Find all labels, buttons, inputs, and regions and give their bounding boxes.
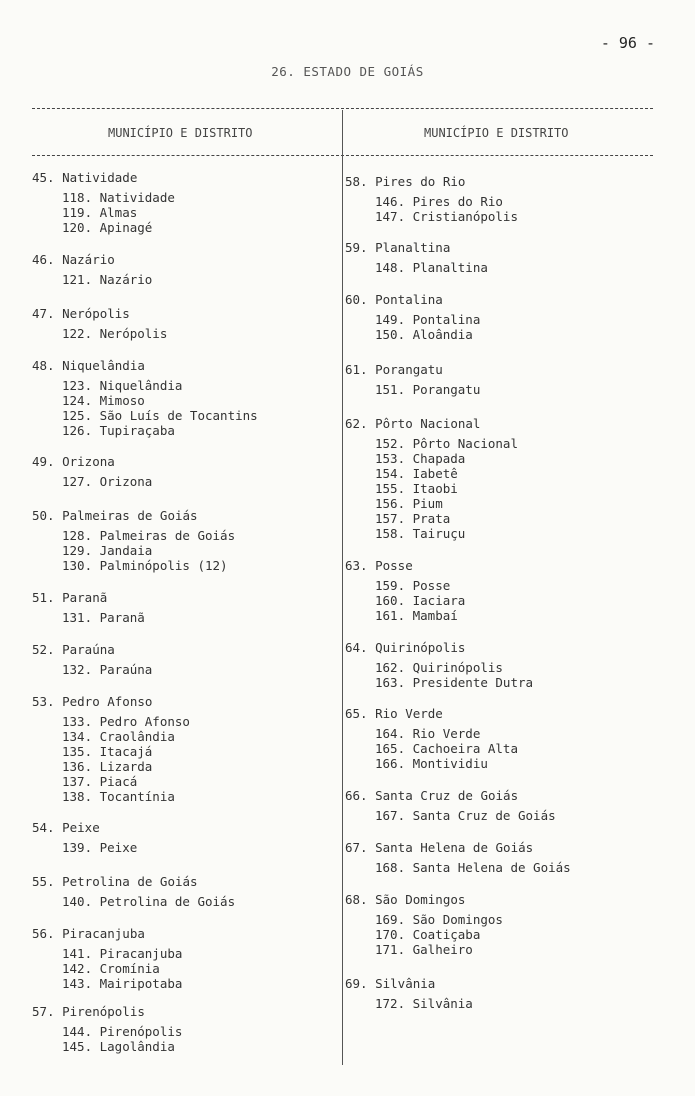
distrito-item: 118. Natividade (62, 190, 175, 205)
municipio-name: 48. Niquelândia (32, 358, 145, 373)
distrito-item: 139. Peixe (62, 840, 138, 855)
page-number: - 96 - (600, 34, 655, 52)
distrito-item: 155. Itaobi (375, 481, 458, 496)
distrito-item: 121. Nazário (62, 272, 153, 287)
municipio-name: 69. Silvânia (345, 976, 436, 991)
municipio-block (32, 820, 137, 855)
distrito-list (345, 808, 556, 823)
distrito-item: 140. Petrolina de Goiás (62, 894, 236, 909)
distrito-item: 154. Iabetê (375, 466, 458, 481)
municipio-block (32, 454, 152, 489)
distrito-list (345, 382, 480, 397)
distrito-item: 137. Piacá (62, 774, 138, 789)
municipio-block (345, 240, 488, 275)
distrito-item: 148. Planaltina (375, 260, 488, 275)
distrito-item: 138. Tocantínia (62, 789, 175, 804)
municipio-name: 68. São Domingos (345, 892, 466, 907)
distrito-list (32, 378, 258, 438)
distrito-item: 167. Santa Cruz de Goiás (375, 808, 556, 823)
distrito-item: 169. São Domingos (375, 912, 503, 927)
distrito-item: 132. Paraúna (62, 662, 153, 677)
distrito-item: 165. Cachoeira Alta (375, 741, 518, 756)
distrito-item: 160. Iaciara (375, 593, 466, 608)
distrito-list (345, 312, 480, 342)
distrito-item: 170. Coatiçaba (375, 927, 481, 942)
municipio-block (32, 358, 258, 438)
distrito-list (32, 610, 145, 625)
municipio-block (345, 640, 533, 690)
municipio-block (32, 590, 145, 625)
distrito-item: 156. Pium (375, 496, 443, 511)
distrito-item: 119. Almas (62, 205, 138, 220)
distrito-list (345, 912, 503, 957)
distrito-item: 126. Tupiraçaba (62, 423, 175, 438)
right-column-header: MUNICÍPIO E DISTRITO (424, 126, 569, 140)
distrito-list (345, 660, 533, 690)
municipio-name: 47. Nerópolis (32, 306, 130, 321)
distrito-list (32, 272, 152, 287)
distrito-list (345, 996, 473, 1011)
municipio-block (345, 892, 503, 957)
distrito-list (345, 860, 571, 875)
municipio-name: 60. Pontalina (345, 292, 443, 307)
distrito-list (345, 436, 518, 541)
distrito-item: 125. São Luís de Tocantins (62, 408, 258, 423)
municipio-block (345, 416, 518, 541)
distrito-list (345, 260, 488, 275)
distrito-item: 127. Orizona (62, 474, 153, 489)
distrito-item: 122. Nerópolis (62, 326, 168, 341)
municipio-name: 53. Pedro Afonso (32, 694, 153, 709)
distrito-item: 159. Posse (375, 578, 451, 593)
distrito-item: 152. Pôrto Nacional (375, 436, 518, 451)
municipio-name: 52. Paraúna (32, 642, 115, 657)
municipio-name: 64. Quirinópolis (345, 640, 466, 655)
distrito-item: 151. Porangatu (375, 382, 481, 397)
distrito-list (32, 946, 182, 991)
municipio-block (345, 976, 473, 1011)
distrito-item: 135. Itacajá (62, 744, 153, 759)
distrito-item: 161. Mambaí (375, 608, 458, 623)
left-column-header: MUNICÍPIO E DISTRITO (108, 126, 253, 140)
distrito-item: 158. Tairuçu (375, 526, 466, 541)
distrito-item: 141. Piracanjuba (62, 946, 183, 961)
distrito-item: 164. Rio Verde (375, 726, 481, 741)
column-divider (342, 110, 343, 1065)
distrito-list (32, 894, 235, 909)
municipio-name: 56. Piracanjuba (32, 926, 145, 941)
distrito-item: 162. Quirinópolis (375, 660, 503, 675)
municipio-name: 66. Santa Cruz de Goiás (345, 788, 519, 803)
distrito-item: 147. Cristianópolis (375, 209, 518, 224)
distrito-item: 134. Craolândia (62, 729, 175, 744)
distrito-item: 124. Mimoso (62, 393, 145, 408)
municipio-block (32, 1004, 182, 1054)
distrito-item: 163. Presidente Dutra (375, 675, 534, 690)
municipio-block (32, 170, 175, 235)
distrito-list (345, 194, 518, 224)
municipio-block (32, 694, 190, 804)
municipio-block (345, 292, 480, 342)
distrito-item: 146. Pires do Rio (375, 194, 503, 209)
municipio-block (345, 706, 518, 771)
municipio-block (32, 642, 152, 677)
distrito-item: 128. Palmeiras de Goiás (62, 528, 236, 543)
distrito-item: 129. Jandaia (62, 543, 153, 558)
municipio-name: 46. Nazário (32, 252, 115, 267)
distrito-list (32, 190, 175, 235)
distrito-item: 153. Chapada (375, 451, 466, 466)
municipio-block (345, 558, 465, 623)
distrito-item: 120. Apinagé (62, 220, 153, 235)
municipio-name: 61. Porangatu (345, 362, 443, 377)
distrito-list (32, 662, 152, 677)
distrito-item: 149. Pontalina (375, 312, 481, 327)
municipio-block (345, 840, 571, 875)
distrito-list (32, 1024, 182, 1054)
municipio-name: 51. Paranã (32, 590, 108, 605)
municipio-name: 50. Palmeiras de Goiás (32, 508, 198, 523)
distrito-item: 142. Cromínia (62, 961, 160, 976)
municipio-name: 59. Planaltina (345, 240, 451, 255)
distrito-list (32, 474, 152, 489)
municipio-name: 58. Pires do Rio (345, 174, 466, 189)
municipio-block (32, 926, 182, 991)
distrito-list (345, 578, 465, 623)
distrito-item: 130. Palminópolis (12) (62, 558, 228, 573)
distrito-list (345, 726, 518, 771)
distrito-item: 143. Mairipotaba (62, 976, 183, 991)
municipio-block (345, 362, 480, 397)
municipio-name: 57. Pirenópolis (32, 1004, 145, 1019)
distrito-list (32, 840, 137, 855)
distrito-item: 123. Niquelândia (62, 378, 183, 393)
distrito-item: 166. Montividiu (375, 756, 488, 771)
distrito-item: 171. Galheiro (375, 942, 473, 957)
municipio-name: 55. Petrolina de Goiás (32, 874, 198, 889)
distrito-list (32, 326, 167, 341)
distrito-list (32, 714, 190, 804)
top-rule (32, 108, 653, 109)
distrito-item: 157. Prata (375, 511, 451, 526)
municipio-name: 65. Rio Verde (345, 706, 443, 721)
municipio-name: 67. Santa Helena de Goiás (345, 840, 534, 855)
distrito-item: 144. Pirenópolis (62, 1024, 183, 1039)
municipio-name: 63. Posse (345, 558, 413, 573)
municipio-block (32, 508, 235, 573)
municipio-name: 54. Peixe (32, 820, 100, 835)
municipio-name: 45. Natividade (32, 170, 138, 185)
municipio-block (32, 252, 152, 287)
distrito-item: 133. Pedro Afonso (62, 714, 190, 729)
page-title: 26. ESTADO DE GOIÁS (271, 64, 424, 79)
distrito-item: 131. Paranã (62, 610, 145, 625)
municipio-block (32, 306, 167, 341)
municipio-block (345, 788, 556, 823)
distrito-item: 150. Aloândia (375, 327, 473, 342)
distrito-item: 172. Silvânia (375, 996, 473, 1011)
distrito-list (32, 528, 235, 573)
distrito-item: 168. Santa Helena de Goiás (375, 860, 571, 875)
municipio-block (32, 874, 235, 909)
distrito-item: 136. Lizarda (62, 759, 153, 774)
municipio-name: 62. Pôrto Nacional (345, 416, 481, 431)
municipio-name: 49. Orizona (32, 454, 115, 469)
municipio-block (345, 174, 518, 224)
distrito-item: 145. Lagolândia (62, 1039, 175, 1054)
